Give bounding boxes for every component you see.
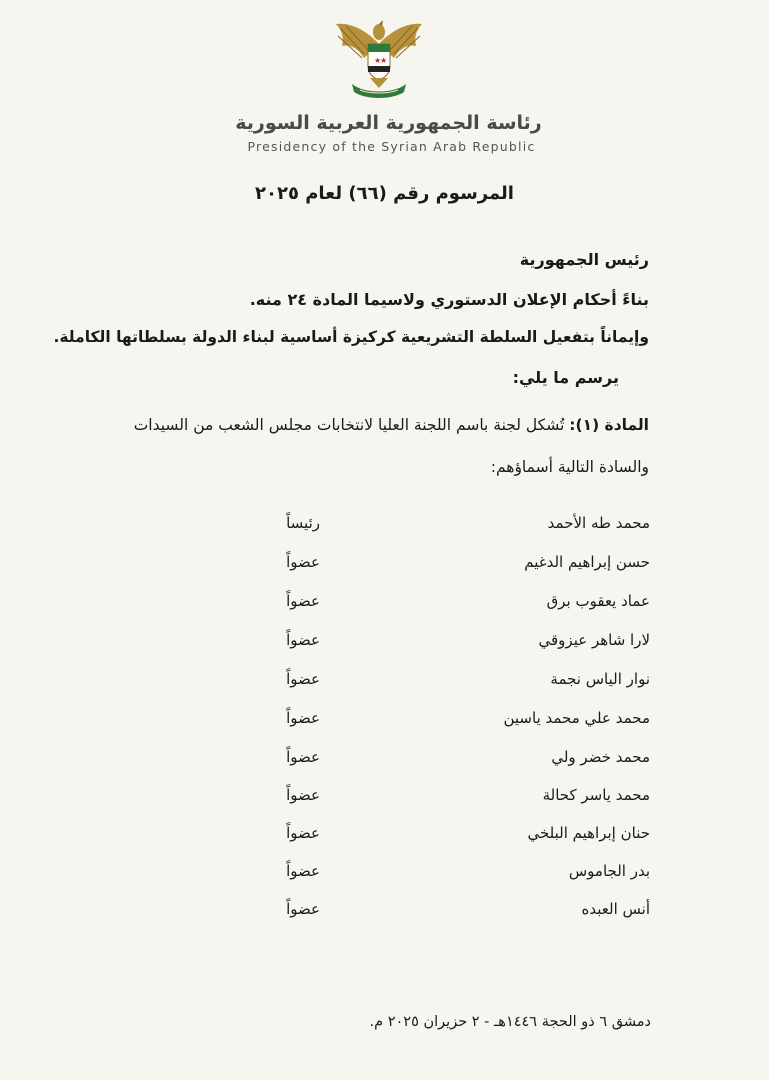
preamble-line-3: وإيماناً بتفعيل السلطة التشريعية كركيزة أساسية لبناء الدولة بسلطاتها الكاملة. [53,328,649,346]
member-role: عضواً [286,862,320,880]
member-row [240,824,650,854]
presidency-english-title: Presidency of the Syrian Arab Republic [247,139,536,154]
member-role: عضواً [286,900,320,918]
svg-text:★: ★ [380,56,388,65]
member-role: عضواً [286,592,320,610]
member-name: حسن إبراهيم الدغيم [524,553,650,571]
member-name: عماد يعقوب برق [546,592,650,610]
preamble-line-4: يرسم ما يلي: [512,368,619,387]
member-row [240,514,650,544]
decree-title: المرسوم رقم (٦٦) لعام ٢٠٢٥ [255,183,514,204]
member-name: نوار الياس نجمة [550,670,650,688]
footer-date: دمشق ٦ ذو الحجة ١٤٤٦هـ - ٢ حزيران ٢٠٢٥ م. [369,1014,651,1030]
member-name: محمد خضر ولي [551,748,650,766]
member-name: محمد علي محمد ياسين [503,709,650,727]
member-row [240,592,650,622]
member-name: محمد طه الأحمد [547,514,650,532]
member-name: بدر الجاموس [568,862,650,880]
member-name: لارا شاهر عيزوقي [538,631,650,649]
preamble-line-2: بناءً أحكام الإعلان الدستوري ولاسيما المادة ٢٤ منه. [249,290,649,309]
member-name: أنس العبده [581,900,650,918]
member-row [240,553,650,583]
member-row [240,786,650,816]
member-role: عضواً [286,709,320,727]
svg-text:★: ★ [374,56,382,65]
member-role: عضواً [286,631,320,649]
presidency-arabic-title: رئاسة الجمهورية العربية السورية [235,112,542,134]
member-row [240,862,650,892]
member-role: عضواً [286,824,320,842]
member-role: رئيساً [286,514,320,532]
member-role: عضواً [286,786,320,804]
article-label: المادة (١): [569,416,649,434]
member-role: عضواً [286,670,320,688]
member-name: محمد ياسر كحالة [542,786,650,804]
member-row [240,709,650,739]
member-row [240,748,650,778]
member-role: عضواً [286,553,320,571]
member-row [240,900,650,930]
member-row [240,670,650,700]
article-1 [89,404,649,488]
preamble-line-1: رئيس الجمهورية [519,250,649,269]
article-text: تُشكل لجنة باسم اللجنة العليا لانتخابات مجلس الشعب من السيدات والسادة التالية أسماؤهم: [133,416,649,476]
member-row [240,631,650,661]
member-role: عضواً [286,748,320,766]
syrian-eagle-emblem-icon [330,14,428,100]
member-name: حنان إبراهيم البلخي [527,824,650,842]
